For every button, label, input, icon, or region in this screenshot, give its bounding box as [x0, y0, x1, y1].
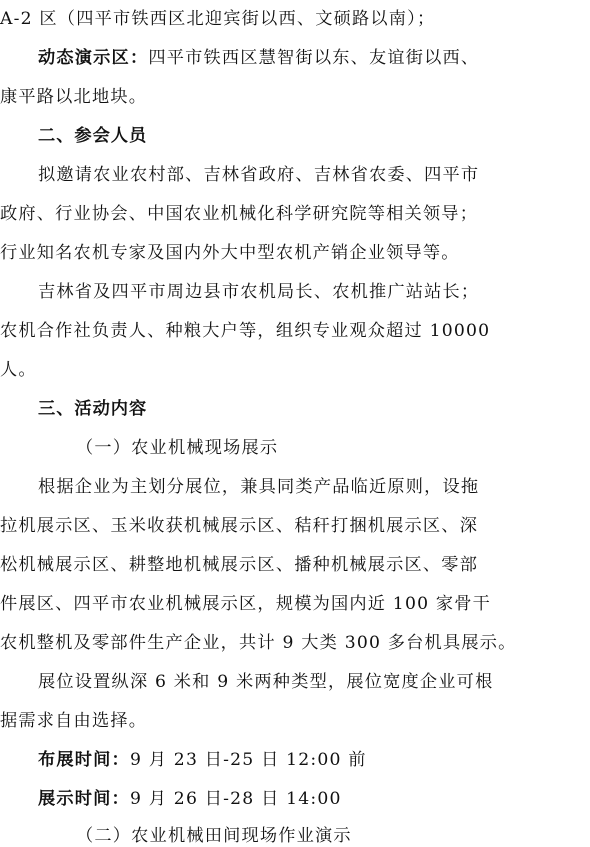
- paragraph-line: [0, 203, 590, 225]
- section-heading: [38, 125, 590, 147]
- paragraph-line: [0, 593, 590, 615]
- paragraph-line: [0, 359, 590, 381]
- line-text: 拟邀请农业农村部、吉林省政府、吉林省农委、四平市: [38, 165, 480, 185]
- line-text: 政府、行业协会、中国农业机械化科学研究院等相关领导；: [0, 204, 479, 224]
- paragraph-line: [0, 8, 590, 30]
- subheading-text: （一）农业机械现场展示: [76, 438, 279, 458]
- line-text: 康平路以北地块。: [0, 87, 148, 107]
- line-text: 据需求自由选择。: [0, 711, 148, 731]
- paragraph-line: [38, 671, 590, 693]
- schedule-line: [38, 749, 590, 771]
- schedule-line: [38, 788, 590, 810]
- paragraph-line: [38, 281, 590, 303]
- paragraph-line: [38, 47, 590, 69]
- subsection-heading: [76, 437, 590, 459]
- paragraph-line: [0, 710, 590, 732]
- subheading-text: （二）农业机械田间现场作业演示: [76, 826, 352, 846]
- subsection-heading: [76, 825, 590, 847]
- paragraph-line: [0, 632, 590, 654]
- section-heading: [38, 398, 590, 420]
- line-text: 农机合作社负责人、种粮大户等，组织专业观众超过 10000: [0, 321, 491, 341]
- heading-text: 二、参会人员: [38, 126, 148, 146]
- paragraph-line: [0, 242, 590, 264]
- line-text: 件展区、四平市农业机械展示区，规模为国内近 100 家骨干: [0, 594, 492, 614]
- line-text: A-2 区（四平市铁西区北迎宾街以西、文硕路以南）；: [0, 9, 436, 29]
- line-text: 展位设置纵深 6 米和 9 米两种类型，展位宽度企业可根: [38, 672, 494, 692]
- inline-label: 布展时间：: [38, 750, 130, 770]
- line-text: 根据企业为主划分展位，兼具同类产品临近原则，设拖: [38, 477, 480, 497]
- line-text: 农机整机及零部件生产企业，共计 9 大类 300 多台机具展示。: [0, 633, 517, 653]
- paragraph-line: [38, 164, 590, 186]
- inline-label: 展示时间：: [38, 789, 130, 809]
- line-text: 行业知名农机专家及国内外大中型农机产销企业领导等。: [0, 243, 460, 263]
- line-text: 9 月 23 日-25 日 12:00 前: [129, 750, 367, 770]
- inline-label: 动态演示区：: [38, 48, 149, 68]
- paragraph-line: [0, 515, 590, 537]
- line-text: 人。: [0, 360, 37, 380]
- heading-text: 三、活动内容: [38, 399, 148, 419]
- line-text: 拉机展示区、玉米收获机械展示区、秸秆打捆机展示区、深: [0, 516, 479, 536]
- line-text: 9 月 26 日-28 日 14:00: [129, 789, 342, 809]
- paragraph-line: [0, 86, 590, 108]
- line-text: 四平市铁西区慧智街以东、友谊街以西、: [148, 48, 480, 68]
- line-text: 吉林省及四平市周边县市农机局长、农机推广站站长；: [38, 282, 480, 302]
- paragraph-line: [38, 476, 590, 498]
- paragraph-line: [0, 320, 590, 342]
- line-text: 松机械展示区、耕整地机械展示区、播种机械展示区、零部: [0, 555, 479, 575]
- paragraph-line: [0, 554, 590, 576]
